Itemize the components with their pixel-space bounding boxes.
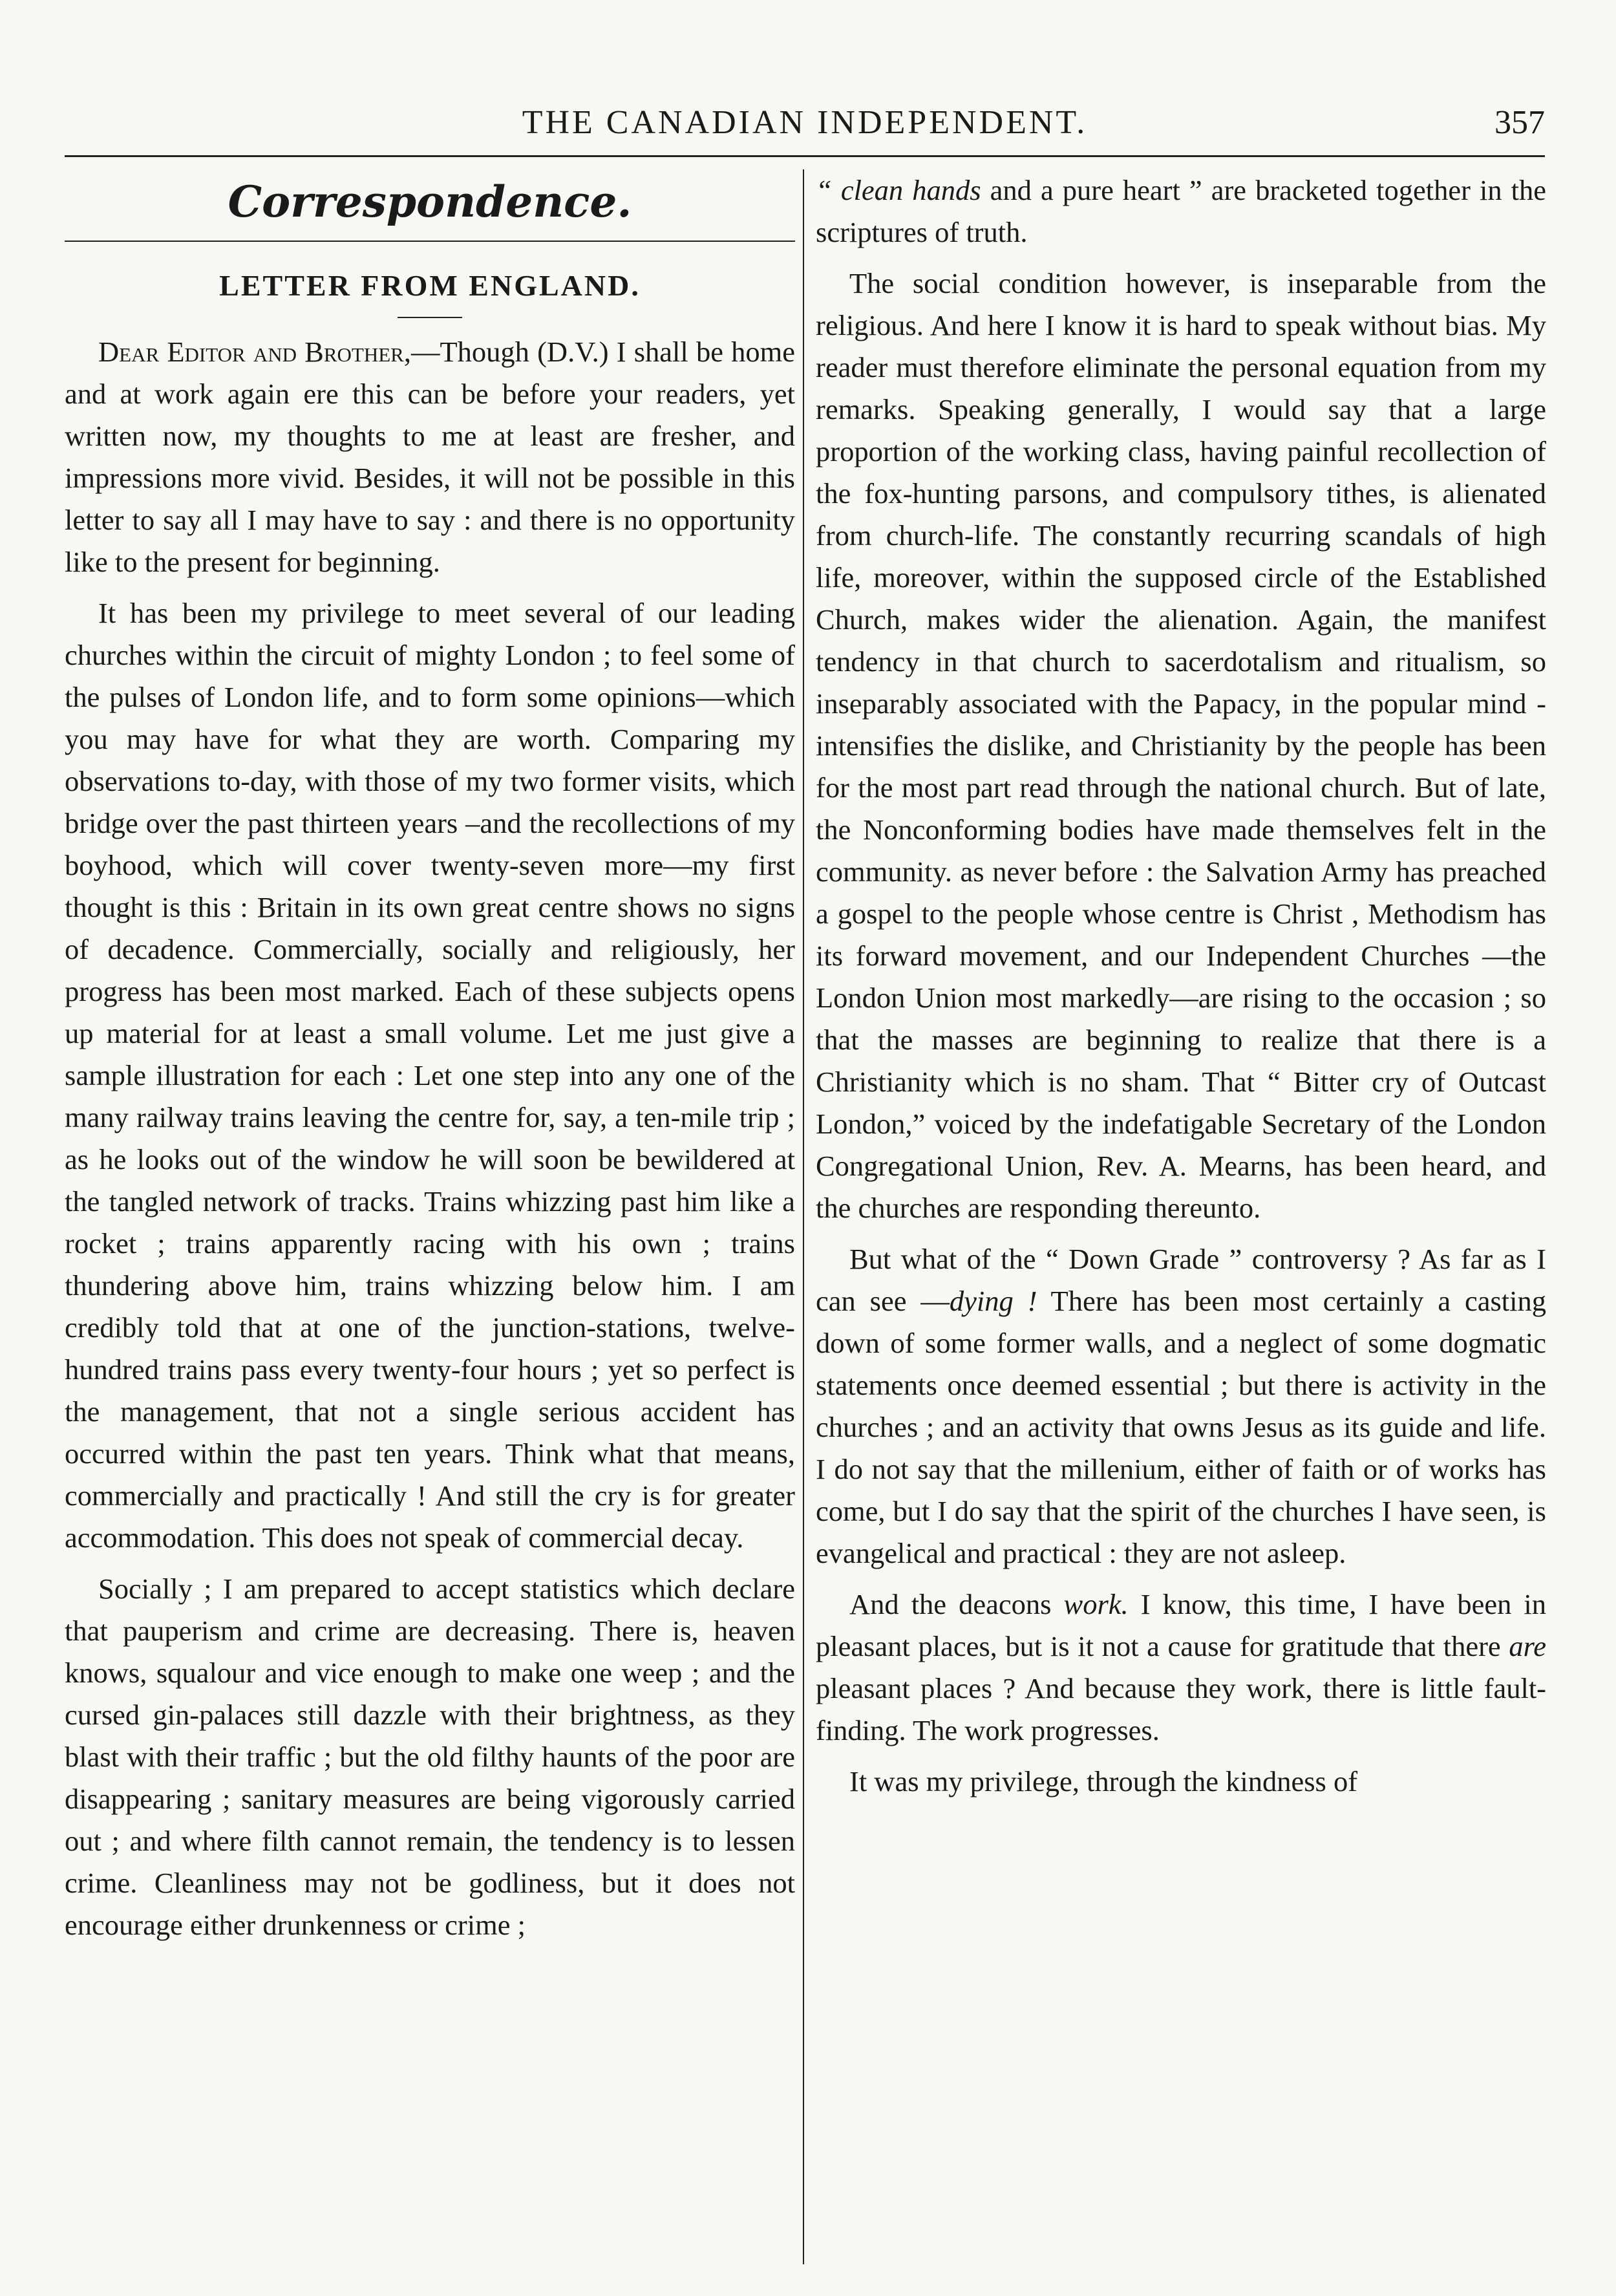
page-number: 357 — [1494, 104, 1545, 141]
are-emphasis: are — [1509, 1630, 1546, 1662]
article-title: LETTER FROM ENGLAND. — [219, 269, 641, 302]
running-title: THE CANADIAN INDEPENDENT. — [522, 104, 1088, 141]
paragraph-3-continued — [816, 169, 1546, 253]
paragraph-6-head: And the deacons — [849, 1588, 1064, 1620]
paragraph-6-mid: I know, this time, I have been in pleasant places, but is it not a cause for gratitude that there — [816, 1588, 1547, 1662]
paragraph-1-text: —Though (D.V.) I shall be home and at work again ere this can be before your readers, yet written now, my thoughts to me at least are fresher, and impressions more vivid. Besides, it will not be possible in this letter to say all I may have to say : and there is no opportunity like to the present for beginning. — [65, 336, 796, 578]
paragraph-5-head: But what of the “ Down Grade ” controversy ? As far as I can see — — [816, 1243, 1546, 1317]
column-divider — [803, 169, 804, 2264]
paragraph-3 — [65, 1568, 795, 1946]
paragraph-3-tail: and a pure heart ” are bracketed together in the scriptures of truth. — [816, 174, 1546, 248]
paragraph-6-rest: pleasant places ? And because they work, there is little fault-finding. The work progresses. — [816, 1672, 1546, 1746]
clean-hands-quote: “ clean hands — [816, 174, 981, 206]
salutation: Dear Editor and Brother, — [98, 336, 411, 368]
paragraph-1 — [65, 331, 795, 583]
running-header — [65, 97, 1545, 157]
title-rule — [398, 317, 462, 318]
paragraph-5 — [816, 1238, 1546, 1574]
paragraph-2: It has been my privilege to meet several of our leading churches within the circuit of mighty London ; to feel some of the pulses of London life, and to form some opinions—which you may have for what they are worth. Comparing my observations to-day, with those of my two former visits, which bridge over the past thirteen years –and the recollections of my boyhood, which will cover twenty-seven more—my first thought is this : Britain in its own great centre shows no signs of decadence. Commercially, socially and religiously, her progress has been most marked. Each of these subjects opens up material for at least a small volume. Let me just give a sample illustration for each : Let one step into any one of the many railway trains leaving the centre for, say, a ten-mile trip ; as he looks out of the window he will soon be bewildered at the tangled network of tracks. Trains whizzing past him like a rocket ; trains apparently racing with his own ; trains thundering above him, trains whizzing below him. I am credibly told that at one of the junction-stations, twelve-hundred trains pass every twenty-four hours ; yet so perfect is the management, that not a single serious accident has occurred within the past ten years. Think what that means, commercially and practically ! And still the cry is for greater accommodation. This does not speak of commercial decay. — [65, 597, 795, 1554]
paragraph-6 — [816, 1583, 1546, 1752]
paragraph-5-rest: There has been most certainly a casting down of some former walls, and a neglect of some dogmatic statements once deemed essential ; but there is activity in the churches ; and an activity that owns Jesus as its guide and life. I do not say that the millenium, either of faith or of works has come, but I do say that the spirit of the churches I have seen, is evangelical and practical : they are not asleep. — [816, 1285, 1547, 1569]
right-column — [816, 169, 1546, 1812]
section-heading: Correspondence. — [65, 169, 795, 242]
work-emphasis: work. — [1063, 1588, 1129, 1620]
paragraph-4: The social condition however, is inseparable from the religious. And here I know it is hard to speak without bias. My reader must therefore eliminate the personal equation from my remarks. Speaking generally, I would say that a large proportion of the working class, having painful recollection of the fox-hunting parsons, and compulsory tithes, is alienated from church-life. The constantly recurring scandals of high life, moreover, within the supposed circle of the Established Church, makes wider the alienation. Again, the manifest tendency in that church to sacerdotalism and ritualism, so inseparably associated with the Papacy, in the popular mind - intensifies the dislike, and Christianity by the people has been for the most part read through the national church. But of late, the Nonconforming bodies have made themselves felt in the community. as never before : the Salvation Army has preached a gospel to the people whose centre is Christ , Methodism has its forward movement, and our Independent Churches —the London Union most markedly—are rising to the occasion ; so that the masses are beginning to realize that there is a Christianity which is no sham. That “ Bitter cry of Outcast London,” voiced by the indefatigable Secretary of the London Congregational Union, Rev. A. Mearns, has been heard, and the churches are responding thereunto. — [816, 267, 1546, 1224]
paragraph-3-text: Socially ; I am prepared to accept statistics which declare that pauperism and crime are decreasing. There is, heaven knows, squalour and vice enough to make one weep ; and the cursed gin-palaces still dazzle with their brightness, as they blast with their traffic ; but the old filthy haunts of the poor are disappearing ; sanitary measures are being vigorously carried out ; and where filth cannot remain, the tendency is to lessen crime. Cleanliness may not be godliness, but it does not encourage either drunkenness or crime ; — [65, 1572, 795, 1941]
left-column — [65, 169, 795, 1955]
paragraph-7: It was my privilege, through the kindness of — [849, 1765, 1358, 1797]
dying-emphasis: dying ! — [949, 1285, 1037, 1317]
